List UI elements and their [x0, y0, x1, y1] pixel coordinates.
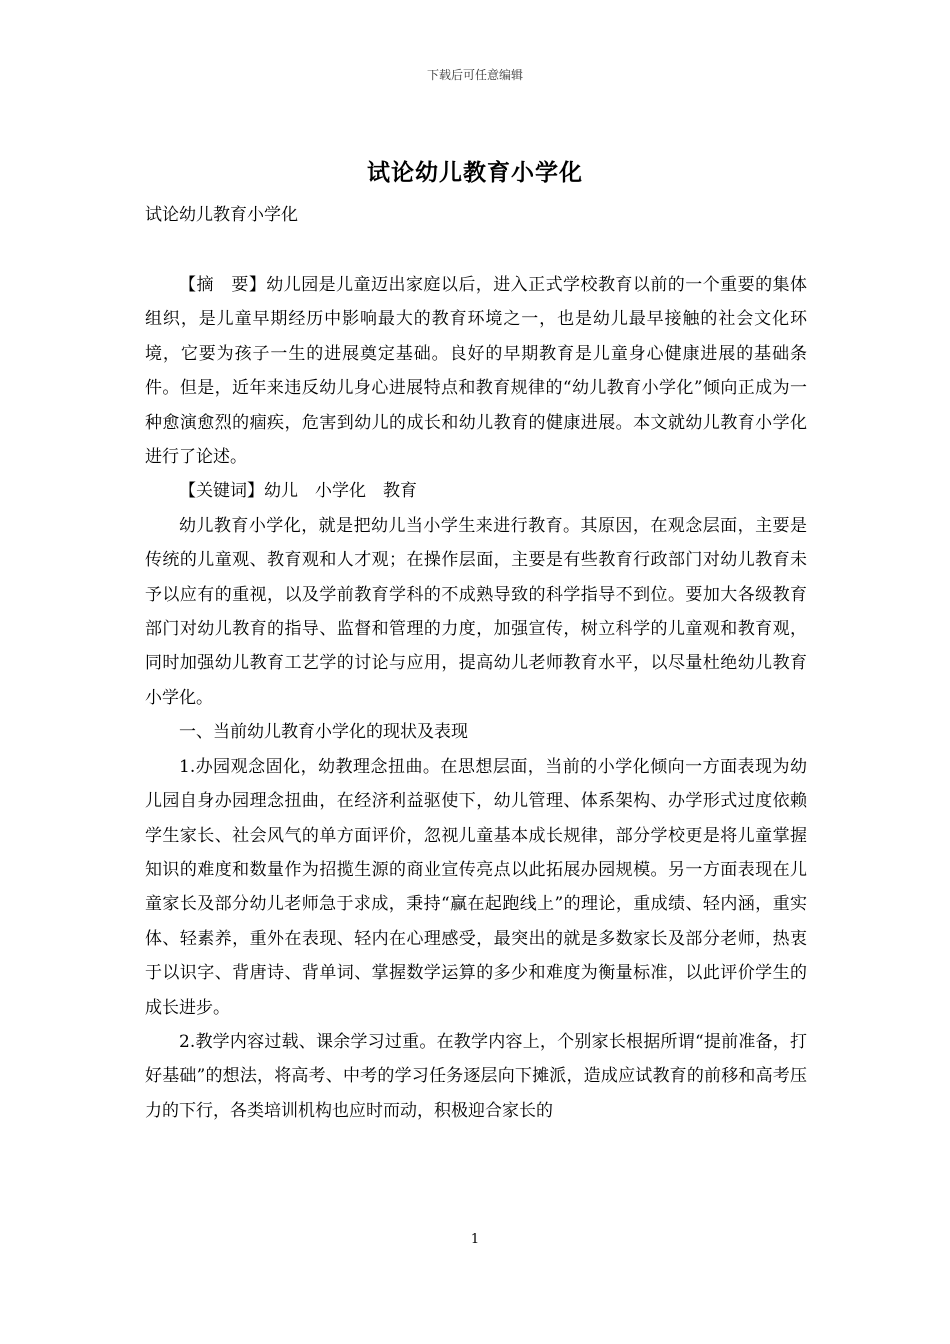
keywords-paragraph: 【关键词】幼儿 小学化 教育	[179, 481, 417, 502]
point-2-paragraph: 2.教学内容过载、课余学习过重。在教学内容上，个别家长根据所谓“提前准备，打好基础”的想法，将高考、中考的学习任务逐层向下摊派，造成应试教育的前移和高考压力的下行，各类培训机构也应时而动，积极迎合家长的	[145, 1031, 807, 1121]
intro-paragraph: 幼儿教育小学化，就是把幼儿当小学生来进行教育。其原因，在观念层面，主要是传统的儿童观、教育观和人才观；在操作层面，主要是有些教育行政部门对幼儿教育未予以应有的重视，以及学前教育学科的不成熟导致的科学指导不到位。要加大各级教育部门对幼儿教育的指导、监督和管理的力度，加强宣传，树立科学的儿童观和教育观，同时加强幼儿教育工艺学的讨论与应用，提高幼儿老师教育水平，以尽量杜绝幼儿教育小学化。	[145, 515, 807, 708]
document-title: 试论幼儿教育小学化	[367, 159, 583, 186]
header-note: 下载后可任意编辑	[426, 68, 523, 82]
document-subtitle: 试论幼儿教育小学化	[145, 205, 298, 225]
page-number: 1	[470, 1232, 480, 1247]
point-1-paragraph: 1.办园观念固化，幼教理念扭曲。在思想层面，当前的小学化倾向一方面表现为幼儿园自身办园理念扭曲，在经济利益驱使下，幼儿管理、体系架构、办学形式过度依赖学生家长、社会风气的单方面评价，忽视儿童基本成长规律，部分学校更是将儿童掌握知识的难度和数量作为招揽生源的商业宣传亮点以此拓展办园规模。另一方面表现在儿童家长及部分幼儿老师急于求成，秉持“赢在起跑线上”的理论，重成绩、轻内涵，重实体、轻素养，重外在表现、轻内在心理感受，最突出的就是多数家长及部分老师，热衷于以识字、背唐诗、背单词、掌握数学运算的多少和难度为衡量标准，以此评价学生的成长进步。	[145, 756, 807, 1018]
document-body	[145, 268, 807, 1128]
section-heading: 一、当前幼儿教育小学化的现状及表现	[179, 722, 468, 743]
abstract-paragraph: 【摘 要】幼儿园是儿童迈出家庭以后，进入正式学校教育以前的一个重要的集体组织，是儿童早期经历中影响最大的教育环境之一，也是幼儿最早接触的社会文化环境，它要为孩子一生的进展奠定基础。良好的早期教育是儿童身心健康进展的基础条件。但是，近年来违反幼儿身心进展特点和教育规律的“幼儿教育小学化”倾向正成为一种愈演愈烈的痼疾，危害到幼儿的成长和幼儿教育的健康进展。本文就幼儿教育小学化进行了论述。	[145, 275, 807, 468]
